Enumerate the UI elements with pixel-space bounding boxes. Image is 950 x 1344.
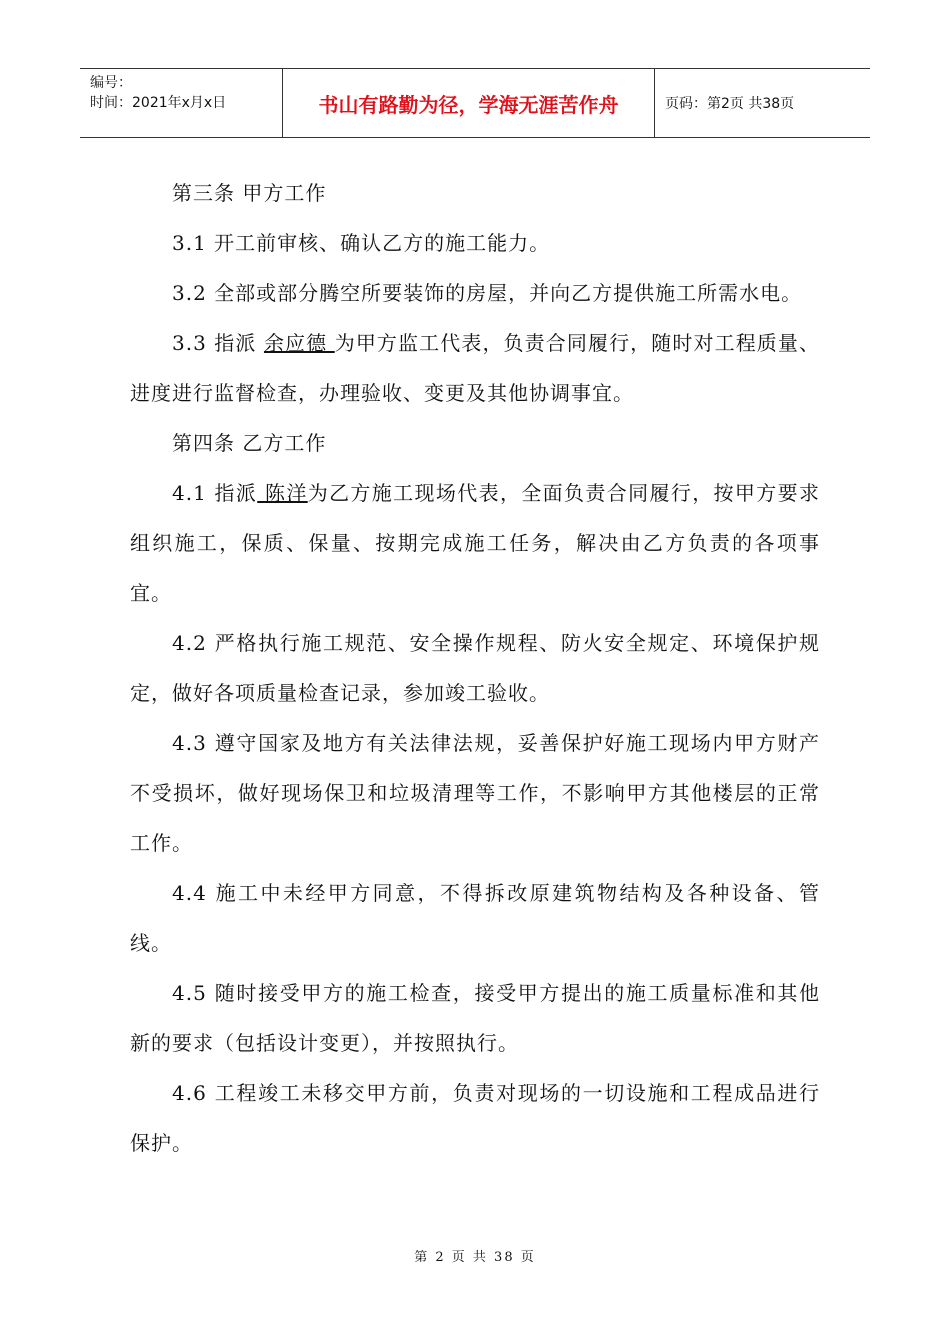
clause-3-3	[130, 318, 820, 418]
document-date: 时间：2021年x月x日	[90, 95, 227, 111]
supervisor-name: 余应德	[263, 331, 335, 355]
clause-4-5: 4.5 随时接受甲方的施工检查，接受甲方提出的施工质量标准和其他新的要求（包括设计变更），并按照执行。	[130, 981, 820, 1055]
page-footer: 第 2 页 共 38 页	[414, 1250, 536, 1265]
clause-3-3-prefix: 3.3 指派	[172, 331, 264, 355]
clause-3-3-text: 为甲方监工代表，负责合同履行，随时对工程质量、进度进行监督检查，办理验收、变更及其他协调事宜。	[130, 331, 820, 405]
clause-4-3: 4.3 遵守国家及地方有关法律法规，妥善保护好施工现场内甲方财产不受损坏，做好现场保卫和垃圾清理等工作，不影响甲方其他楼层的正常工作。	[130, 731, 820, 855]
document-body	[130, 168, 820, 1168]
clause-4-1-prefix: 4.1 指派	[172, 481, 258, 505]
section-title-3: 第三条 甲方工作	[172, 181, 327, 205]
clause-3-2: 3.2 全部或部分腾空所要装饰的房屋，并向乙方提供施工所需水电。	[172, 281, 803, 305]
clause-4-1-text: 为乙方施工现场代表，全面负责合同履行，按甲方要求组织施工，保质、保量、按期完成施工任务，解决由乙方负责的各项事宜。	[130, 481, 821, 605]
clause-4-1	[130, 468, 820, 618]
header-meta	[80, 69, 283, 137]
header-page-info: 页码：第2页 共38页	[665, 96, 795, 112]
clause-4-2: 4.2 严格执行施工规范、安全操作规程、防火安全规定、环境保护规定，做好各项质量检查记录，参加竣工验收。	[130, 631, 820, 705]
document-number-label: 编号：	[90, 75, 132, 91]
page-header	[80, 68, 870, 138]
clause-4-6: 4.6 工程竣工未移交甲方前，负责对现场的一切设施和工程成品进行保护。	[130, 1081, 820, 1155]
section-title-4: 第四条 乙方工作	[172, 431, 327, 455]
clause-4-4: 4.4 施工中未经甲方同意，不得拆改原建筑物结构及各种设备、管线。	[130, 881, 820, 955]
clause-3-1: 3.1 开工前审核、确认乙方的施工能力。	[172, 231, 551, 255]
header-motto: 书山有路勤为径，学海无涯苦作舟	[283, 69, 655, 137]
site-representative-name: 陈洋	[257, 481, 308, 505]
